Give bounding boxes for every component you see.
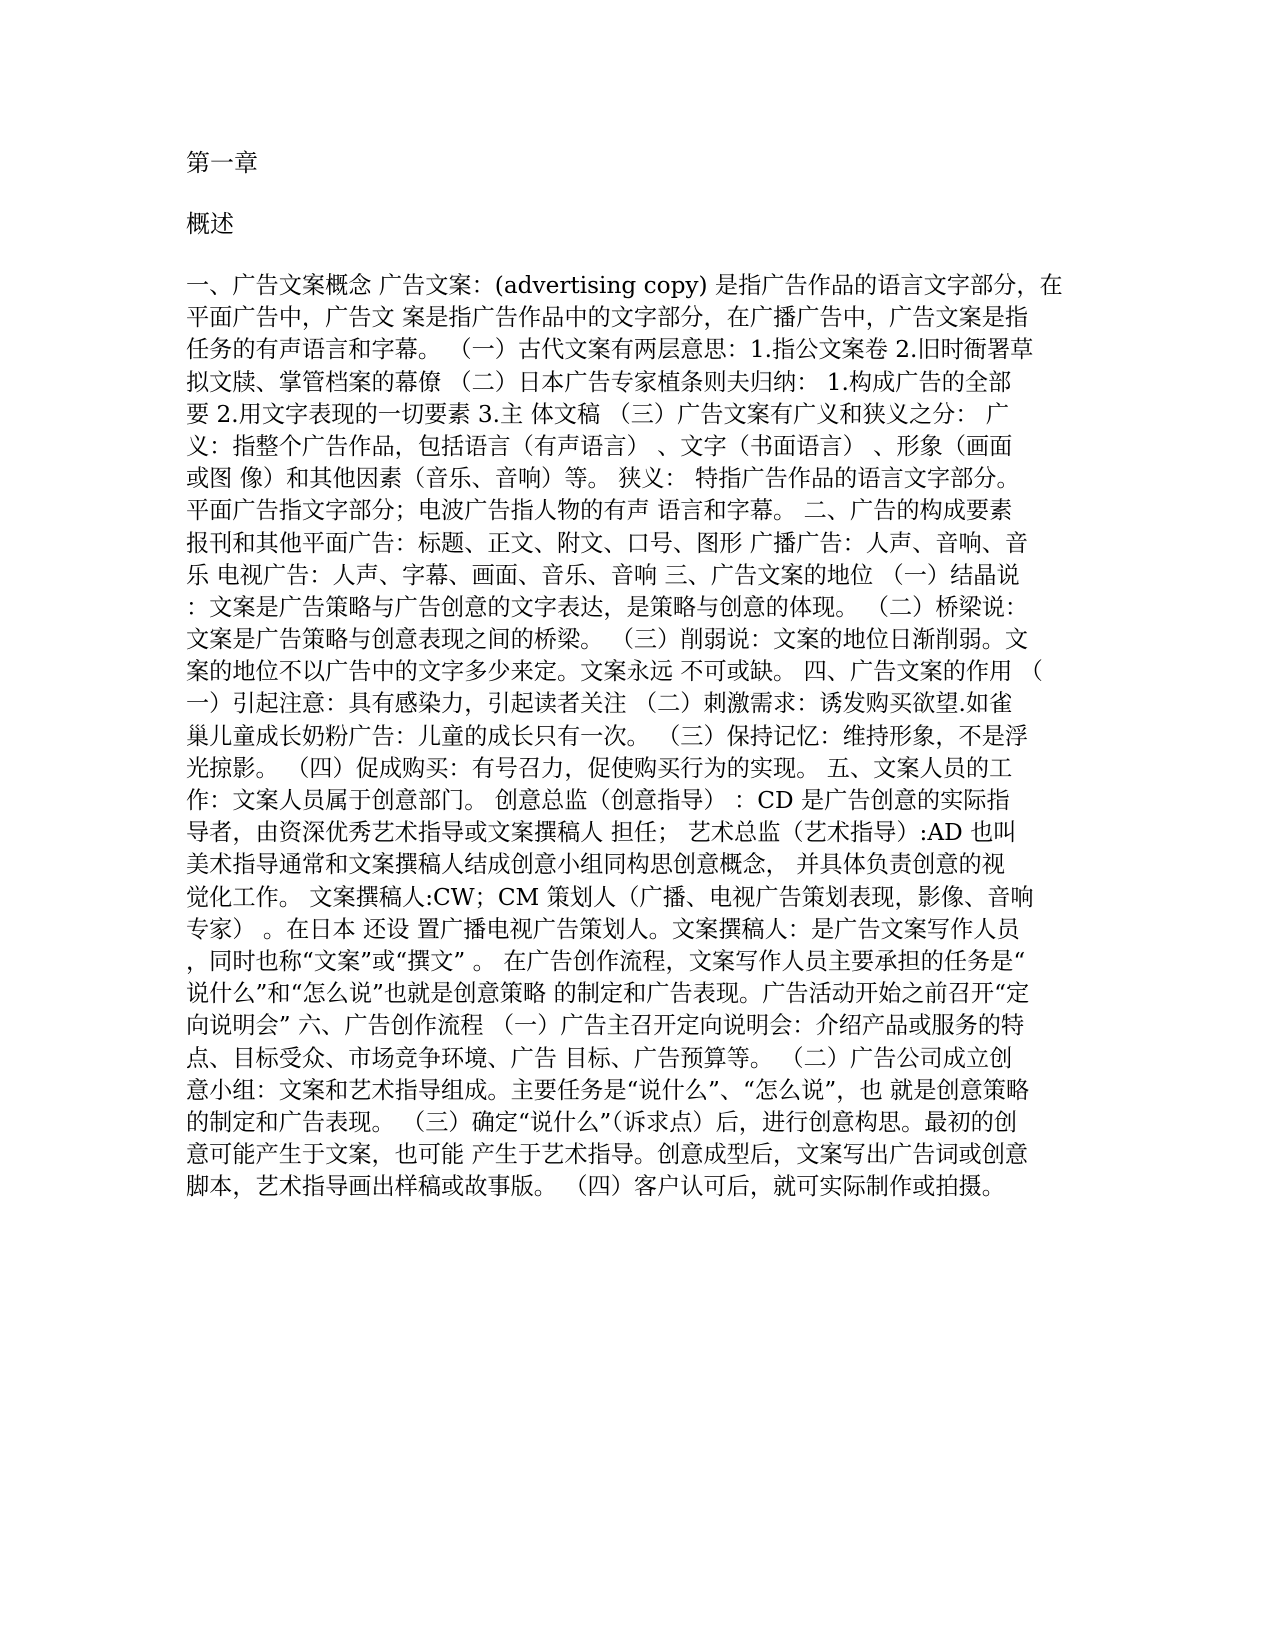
body-line: 义：指整个广告作品，包括语言（有声语言） 、文字（书面语言） 、形象（画面 [186, 432, 1013, 460]
body-line: 报刊和其他平面广告：标题、正文、附文、口号、图形 广播广告：人声、音响、音 [186, 529, 1029, 557]
body-line: ：文案是广告策略与广告创意的文字表达，是策略与创意的体现。 （二）桥梁说： [186, 593, 1029, 621]
body-line: 乐 电视广告：人声、字幕、画面、音乐、音响 三、广告文案的地位 （一）结晶说 [186, 561, 1020, 589]
body-line: 的制定和广告表现。 （三）确定“说什么”（诉求点）后，进行创意构思。最初的创 [186, 1108, 1018, 1136]
body-line: 专家） 。在日本 还设 置广播电视广告策划人。文案撰稿人：是广告文案写作人员 [186, 915, 1020, 943]
body-paragraph [186, 270, 1096, 1203]
body-line: 点、目标受众、市场竞争环境、广告 目标、广告预算等。 （二）广告公司成立创 [186, 1044, 1013, 1072]
body-line: 平面广告中，广告文 案是指广告作品中的文字部分，在广播广告中，广告文案是指 [186, 304, 1029, 332]
body-line: 案的地位不以广告中的文字多少来定。文案永远 不可或缺。 四、广告文案的作用 （ [186, 658, 1043, 686]
body-line: 美术指导通常和文案撰稿人结成创意小组同构思创意概念， 并具体负责创意的视 [186, 851, 1005, 879]
body-line: ，同时也称“文案”或“撰文” 。 在广告创作流程，文案写作人员主要承担的任务是“ [186, 947, 1026, 975]
body-line: 意小组：文案和艺术指导组成。主要任务是“说什么”、“怎么说”，也 就是创意策略 [186, 1076, 1030, 1104]
body-line: 说什么”和“怎么说”也就是创意策略 的制定和广告表现。广告活动开始之前召开“定 [186, 980, 1030, 1008]
body-line: 或图 像）和其他因素（音乐、音响）等。 狭义： 特指广告作品的语言文字部分。 [186, 465, 1020, 493]
body-line: 一、广告文案概念 广告文案：(advertising copy) 是指广告作品的语言文字部分，在 [186, 272, 1063, 299]
body-line: 作：文案人员属于创意部门。 创意总监（创意指导） ：CD 是广告创意的实际指 [186, 787, 1010, 814]
body-line: 要 2.用文字表现的一切要素 3.主 体文稿 （三）广告文案有广义和狭义之分： 广 [186, 400, 1010, 428]
body-line: 拟文牍、掌管档案的幕僚 （二）日本广告专家植条则夫归纳： 1.构成广告的全部 [186, 368, 1012, 396]
body-line: 一）引起注意：具有感染力，引起读者关注 （二）刺激需求：诱发购买欲望.如雀 [186, 690, 1013, 718]
body-line: 巢儿童成长奶粉广告：儿童的成长只有一次。 （三）保持记忆：维持形象，不是浮 [186, 722, 1029, 750]
body-line: 平面广告指文字部分；电波广告指人物的有声 语言和字幕。 二、广告的构成要素 [186, 497, 1013, 525]
body-line: 文案是广告策略与创意表现之间的桥梁。 （三）削弱说：文案的地位日渐削弱。文 [186, 626, 1029, 654]
body-line: 导者，由资深优秀艺术指导或文案撰稿人 担任； 艺术总监（艺术指导）:AD 也叫 [186, 819, 1017, 847]
body-line: 脚本，艺术指导画出样稿或故事版。 （四）客户认可后，就可实际制作或拍摄。 [186, 1173, 1005, 1201]
body-line: 光掠影。 （四）促成购买：有号召力，促使购买行为的实现。 五、文案人员的工 [186, 754, 1013, 782]
body-line: 任务的有声语言和字幕。 （一）古代文案有两层意思：1.指公文案卷 2.旧时衙署草 [186, 336, 1034, 364]
chapter-title: 第一章 [186, 149, 258, 177]
body-line: 意可能产生于文案，也可能 产生于艺术指导。创意成型后，文案写出广告词或创意 [186, 1141, 1029, 1169]
body-line: 觉化工作。 文案撰稿人:CW；CM 策划人（广播、电视广告策划表现，影像、音响 [186, 883, 1034, 911]
section-title: 概述 [186, 210, 234, 238]
body-line: 向说明会” 六、广告创作流程 （一）广告主召开定向说明会：介绍产品或服务的特 [186, 1012, 1025, 1040]
